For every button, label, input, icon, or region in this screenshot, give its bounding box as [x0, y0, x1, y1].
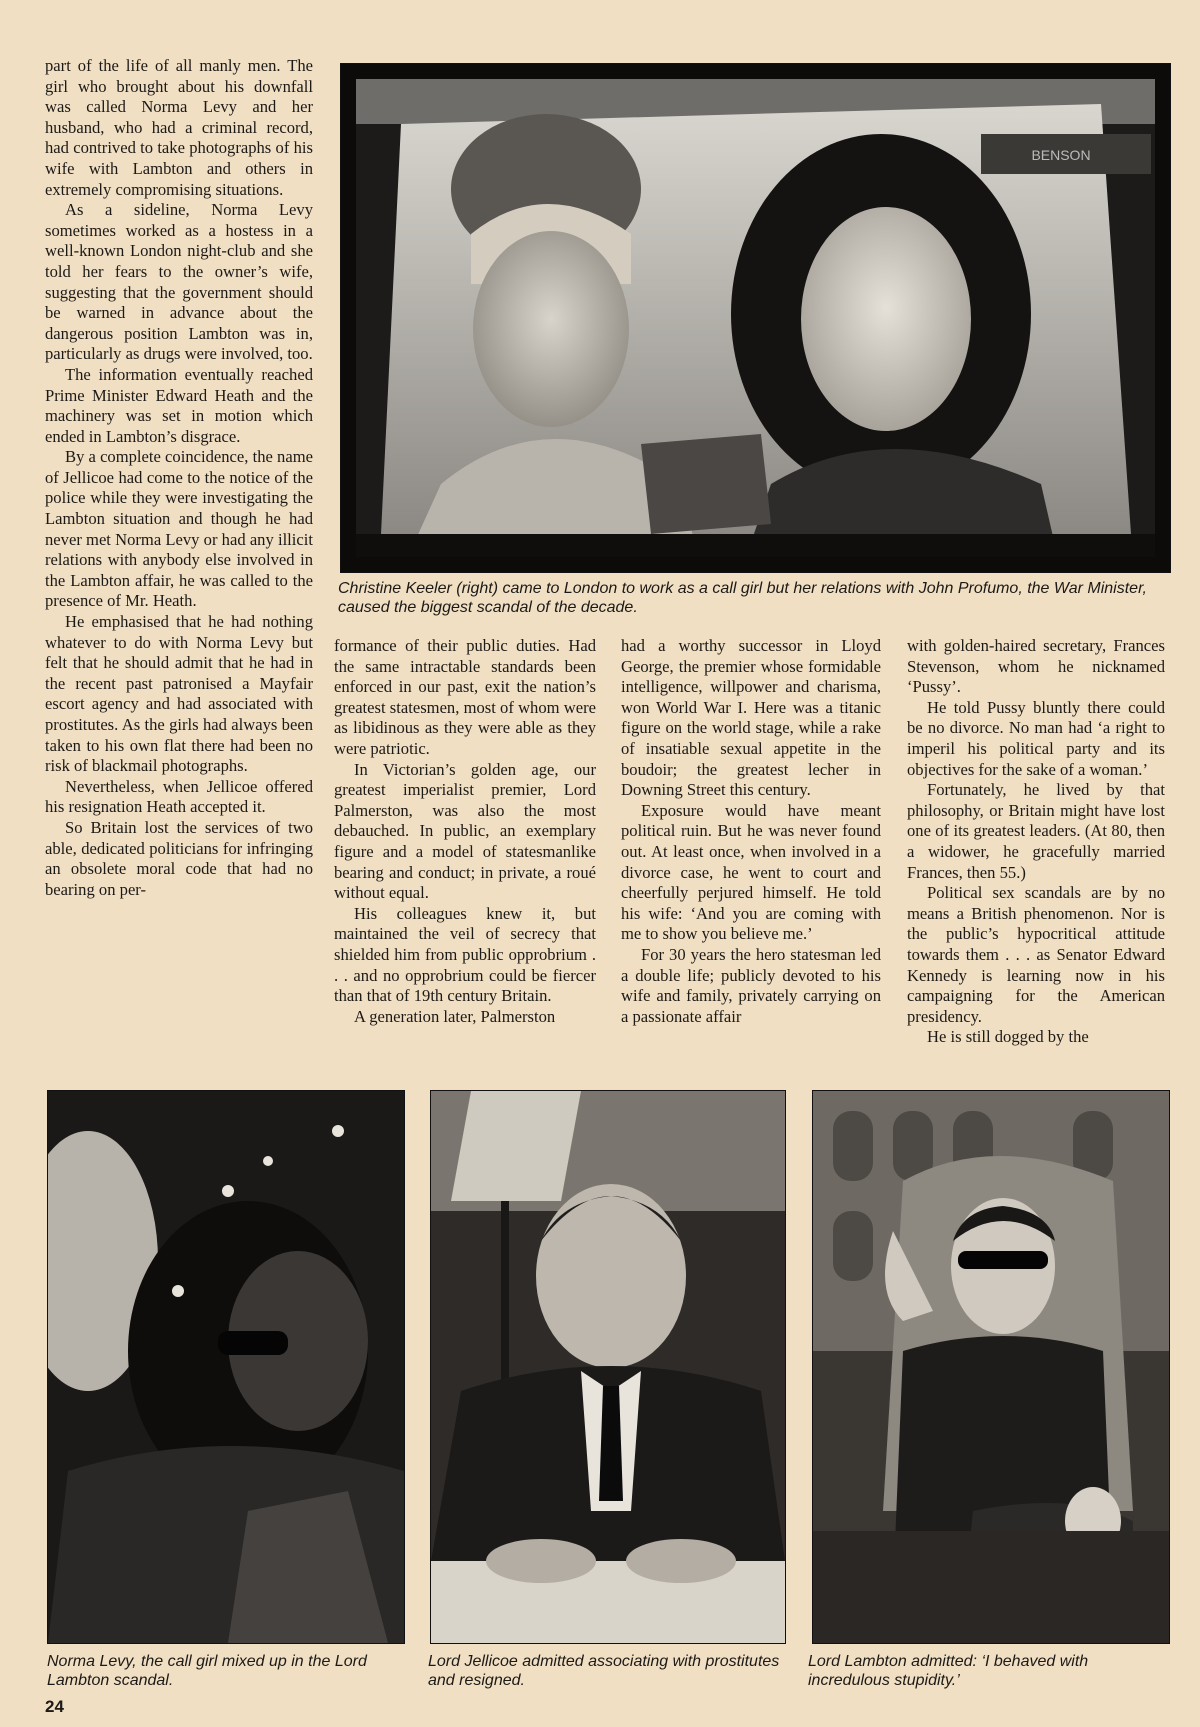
caption-norma-levy: Norma Levy, the call girl mixed up in the Lord Lambton scandal. [47, 1653, 367, 1689]
paragraph: By a complete coincidence, the name of Jellicoe had come to the notice of the police while they were investigating the Lambton situation and though he had never met Norma Levy or had any illicit relations with anybody else involved in the Lambton affair, he was called to the presence of Mr. Heath. [45, 447, 313, 611]
paragraph: For 30 years the hero statesman led a double life; publicly devoted to his wife and family, privately carrying on a passionate affair [621, 944, 881, 1026]
article-column-4 [907, 636, 1165, 1048]
sign-text: BENSON [1031, 147, 1091, 163]
jellicoe-photo-graphic [431, 1091, 785, 1643]
paragraph: part of the life of all manly men. The girl who brought about his downfall was called Norma Levy and her husband, who had a criminal record, had contrived to take photographs of his wife with Lambton and others in extremely compromising situations. [45, 56, 313, 199]
paragraph: Nevertheless, when Jellicoe offered his resignation Heath accepted it. [45, 776, 313, 817]
photo-lord-lambton [812, 1090, 1170, 1644]
top-photo-caption: Christine Keeler (right) came to London to work as a call girl but her relations with John Profumo, the War Minister, caused the biggest scandal of the decade. [338, 580, 1147, 616]
paragraph: So Britain lost the services of two able, dedicated politicians for infringing an obsolete moral code that had no bearing on per- [45, 817, 313, 899]
paragraph: with golden-haired secretary, Frances Stevenson, whom he nicknamed ‘Pussy’. [907, 636, 1165, 697]
photo-lord-jellicoe [430, 1090, 786, 1644]
keeler-car-photo-graphic [341, 64, 1170, 572]
paragraph: As a sideline, Norma Levy sometimes worked as a hostess in a well-known London night-club and she told her fears to the owner’s wife, suggesting that the government should be warned in advance about the dangerous position Lambton was in, particularly as drugs were involved, too. [45, 200, 313, 364]
photo-norma-levy [47, 1090, 405, 1644]
paragraph: In Victorian’s golden age, our greatest imperialist premier, Lord Palmerston, was also the most debauched. In public, an exemplary figure and a model of statesmanlike bearing and conduct; in private, a roué without equal. [334, 759, 596, 903]
paragraph: formance of their public duties. Had the same intractable standards been enforced in our past, exit the nation’s greatest statesmen, most of whom were as libidinous as they were able as they were patriotic. [334, 636, 596, 758]
page-number: 24 [45, 1697, 64, 1716]
paragraph: He emphasised that he had nothing whatever to do with Norma Levy but felt that he should admit that he had in the recent past patronised a Mayfair escort agency and had associated with prostitutes. As the girls had always been taken to his own flat there had been no risk of blackmail photographs. [45, 612, 313, 776]
paragraph: He told Pussy bluntly there could be no divorce. No man had ‘a right to imperil his political party and its objectives for the sake of a woman.’ [907, 697, 1165, 779]
paragraph: He is still dogged by the [927, 1027, 1089, 1047]
norma-levy-photo-graphic [48, 1091, 404, 1643]
paragraph: Fortunately, he lived by that philosophy, or Britain might have lost one of its greatest leaders. (At 80, then a widower, he gracefully married Frances, then 55.) [907, 780, 1165, 882]
paragraph: The information eventually reached Prime Minister Edward Heath and the machinery was set in motion which ended in Lambton’s disgrace. [45, 364, 313, 446]
paragraph: had a worthy successor in Lloyd George, the premier whose formidable intelligence, willpower and charisma, won World War I. Here was a titanic figure on the world stage, while a rake of insatiable sexual appetite in the boudoir; the greatest lecher in Downing Street this century. [621, 636, 881, 800]
article-column-3 [621, 636, 881, 1027]
paragraph: A generation later, Palmerston [354, 1006, 556, 1026]
paragraph: His colleagues knew it, but maintained the veil of secrecy that shielded him from public opprobrium . . . and no opprobrium could be fiercer than that of 19th century Britain. [334, 903, 596, 1006]
lambton-photo-graphic [813, 1091, 1169, 1643]
article-column-1 [45, 56, 313, 900]
caption-lord-jellicoe: Lord Jellicoe admitted associating with prostitutes and resigned. [428, 1653, 780, 1689]
caption-lord-lambton: Lord Lambton admitted: ‘I behaved with incredulous stupidity.’ [808, 1653, 1089, 1689]
paragraph: Political sex scandals are by no means a British phenomenon. Nor is the public’s hypocritical attitude towards them . . . as Senator Edward Kennedy is learning now in his campaigning for the American presidency. [907, 883, 1165, 1026]
top-photo-keeler [340, 63, 1171, 573]
paragraph: Exposure would have meant political ruin. But he was never found out. At least once, when involved in a divorce case, he went to court and cheerfully perjured himself. He told his wife: ‘And you are coming with me to show you believe me.’ [621, 800, 881, 944]
article-column-2 [334, 636, 596, 1027]
